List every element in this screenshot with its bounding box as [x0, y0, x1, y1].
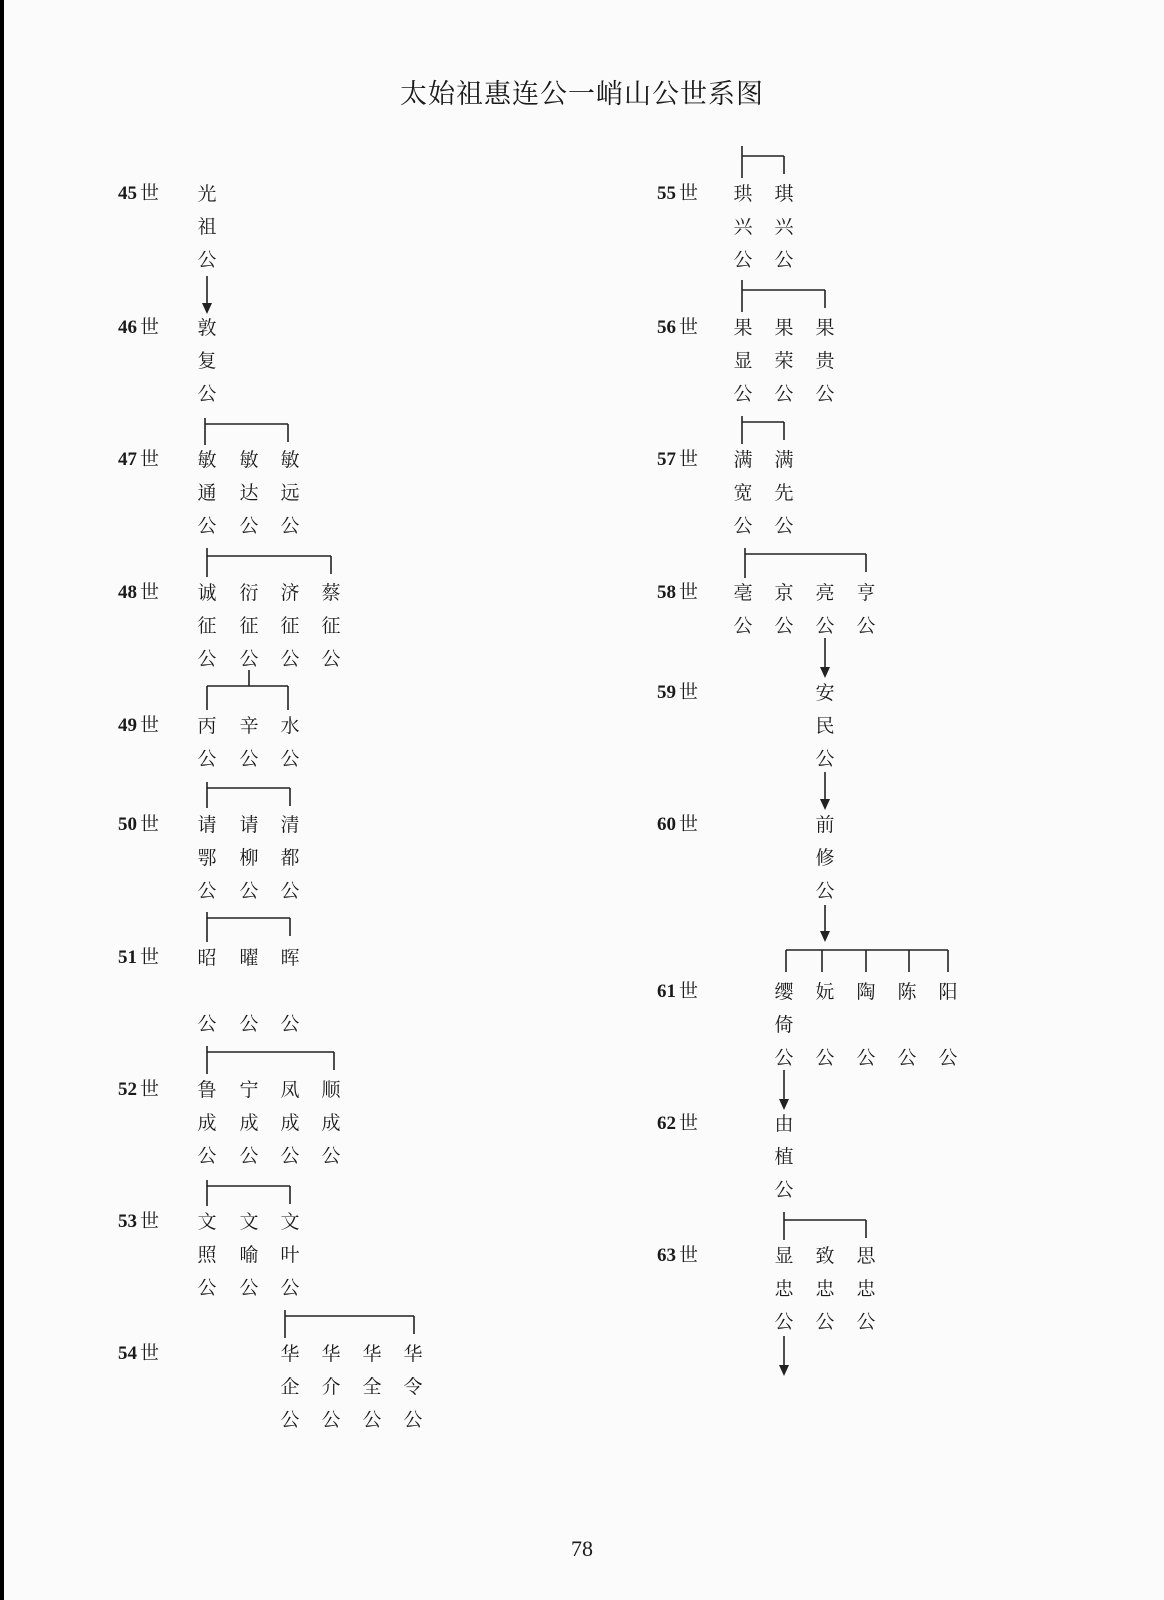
- generation-label-48: [118, 583, 159, 602]
- name-char: 公: [321, 1409, 341, 1431]
- generation-word: 世: [140, 448, 160, 470]
- name-char: 公: [197, 515, 217, 537]
- generation-number: 47: [118, 449, 137, 470]
- generation-label-58: [657, 583, 698, 602]
- generation-word: 世: [679, 681, 699, 703]
- generation-label-45: [118, 184, 159, 203]
- name-char: 文: [197, 1211, 217, 1233]
- name-char: 公: [239, 748, 259, 770]
- generation-word: 世: [679, 448, 699, 470]
- name-char: 公: [856, 615, 876, 637]
- name-char: 民: [815, 715, 835, 737]
- name-char: 诚: [197, 582, 217, 604]
- generation-word: 世: [679, 980, 699, 1002]
- name-char: 昭: [197, 947, 217, 969]
- name-char: 华: [362, 1343, 382, 1365]
- arrow-head: [820, 931, 830, 942]
- name-char: 文: [280, 1211, 300, 1233]
- arrow-head: [779, 1365, 789, 1376]
- name-char: 通: [197, 482, 217, 504]
- name-char: 征: [321, 615, 341, 637]
- name-char: 公: [197, 648, 217, 670]
- generation-number: 52: [118, 1079, 137, 1100]
- name-char: 征: [239, 615, 259, 637]
- generation-number: 50: [118, 814, 137, 835]
- name-char: 果: [815, 317, 835, 339]
- generation-label-60: [657, 815, 698, 834]
- generation-number: 55: [657, 183, 676, 204]
- name-char: 公: [280, 1409, 300, 1431]
- name-char: 公: [239, 1013, 259, 1035]
- generation-word: 世: [140, 714, 160, 736]
- generation-number: 48: [118, 582, 137, 603]
- name-char: 都: [280, 847, 300, 869]
- name-char: 公: [280, 880, 300, 902]
- name-char: 成: [197, 1112, 217, 1134]
- name-char: 公: [239, 1145, 259, 1167]
- name-char: 晖: [280, 947, 300, 969]
- name-char: 济: [280, 582, 300, 604]
- generation-label-62: [657, 1114, 698, 1133]
- name-char: 公: [733, 515, 753, 537]
- generation-word: 世: [140, 813, 160, 835]
- name-char: 公: [197, 249, 217, 271]
- generation-number: 51: [118, 947, 137, 968]
- name-char: 公: [403, 1409, 423, 1431]
- name-char: 令: [403, 1376, 423, 1398]
- name-char: 公: [197, 1277, 217, 1299]
- name-char: 公: [774, 515, 794, 537]
- name-char: 全: [362, 1376, 382, 1398]
- name-char: 公: [856, 1047, 876, 1069]
- name-char: 公: [815, 615, 835, 637]
- generation-label-61: [657, 982, 698, 1001]
- name-char: 公: [815, 1311, 835, 1333]
- name-char: 缨: [774, 981, 794, 1003]
- name-char: 宁: [239, 1079, 259, 1101]
- name-char: 先: [774, 482, 794, 504]
- name-char: 公: [733, 249, 753, 271]
- name-char: 华: [321, 1343, 341, 1365]
- name-char: 公: [239, 515, 259, 537]
- generation-label-50: [118, 815, 159, 834]
- name-char: 京: [774, 582, 794, 604]
- name-char: 复: [197, 350, 217, 372]
- generation-number: 49: [118, 715, 137, 736]
- generation-number: 62: [657, 1113, 676, 1134]
- name-char: 公: [197, 383, 217, 405]
- name-char: 公: [774, 383, 794, 405]
- name-char: 请: [197, 814, 217, 836]
- generation-number: 58: [657, 582, 676, 603]
- name-char: 阳: [938, 981, 958, 1003]
- name-char: 亨: [856, 582, 876, 604]
- name-char: 公: [280, 1145, 300, 1167]
- name-char: 忠: [856, 1278, 876, 1300]
- name-char: 公: [197, 748, 217, 770]
- name-char: 敏: [239, 449, 259, 471]
- name-char: 前: [815, 814, 835, 836]
- generation-word: 世: [140, 1078, 160, 1100]
- name-char: 妧: [815, 981, 835, 1003]
- generation-word: 世: [140, 182, 160, 204]
- generation-label-53: [118, 1212, 159, 1231]
- generation-number: 61: [657, 981, 676, 1002]
- name-char: 公: [815, 1047, 835, 1069]
- generation-word: 世: [679, 1112, 699, 1134]
- name-char: 凤: [280, 1079, 300, 1101]
- name-char: 成: [239, 1112, 259, 1134]
- generation-label-46: [118, 318, 159, 337]
- name-char: 鲁: [197, 1079, 217, 1101]
- name-char: 公: [733, 383, 753, 405]
- generation-word: 世: [140, 316, 160, 338]
- generation-label-55: [657, 184, 698, 203]
- name-char: 公: [280, 1277, 300, 1299]
- name-char: 公: [774, 1311, 794, 1333]
- name-char: 贵: [815, 350, 835, 372]
- name-char: 公: [280, 1013, 300, 1035]
- name-char: 喻: [239, 1244, 259, 1266]
- name-char: 成: [321, 1112, 341, 1134]
- generation-label-56: [657, 318, 698, 337]
- name-char: 光: [197, 183, 217, 205]
- name-char: 公: [856, 1311, 876, 1333]
- name-char: 公: [239, 648, 259, 670]
- name-char: 清: [280, 814, 300, 836]
- name-char: 公: [774, 1047, 794, 1069]
- name-char: 亳: [733, 582, 753, 604]
- name-char: 由: [774, 1113, 794, 1135]
- generation-number: 59: [657, 682, 676, 703]
- generation-label-57: [657, 450, 698, 469]
- name-char: 衍: [239, 582, 259, 604]
- name-char: 顺: [321, 1079, 341, 1101]
- name-char: 公: [197, 1013, 217, 1035]
- name-char: 倚: [774, 1014, 794, 1036]
- generation-label-47: [118, 450, 159, 469]
- name-char: 华: [403, 1343, 423, 1365]
- name-char: 陶: [856, 981, 876, 1003]
- page-title: 太始祖惠连公一峭山公世系图: [400, 79, 764, 110]
- page-number: 78: [571, 1536, 593, 1561]
- generation-number: 46: [118, 317, 137, 338]
- name-char: 曜: [239, 947, 259, 969]
- name-char: 叶: [280, 1244, 300, 1266]
- name-char: 介: [321, 1376, 341, 1398]
- generation-word: 世: [679, 581, 699, 603]
- name-char: 公: [280, 648, 300, 670]
- name-char: 辛: [239, 715, 259, 737]
- name-char: 公: [197, 880, 217, 902]
- generation-word: 世: [140, 581, 160, 603]
- generation-word: 世: [140, 1210, 160, 1232]
- name-char: 公: [197, 1145, 217, 1167]
- generation-label-63: [657, 1246, 698, 1265]
- generation-label-59: [657, 683, 698, 702]
- name-char: 企: [280, 1376, 300, 1398]
- name-char: 兴: [733, 216, 753, 238]
- name-char: 华: [280, 1343, 300, 1365]
- generation-word: 世: [679, 813, 699, 835]
- generation-number: 63: [657, 1245, 676, 1266]
- name-char: 公: [815, 880, 835, 902]
- name-char: 公: [362, 1409, 382, 1431]
- name-char: 柳: [239, 847, 259, 869]
- name-char: 丙: [197, 715, 217, 737]
- name-char: 致: [815, 1245, 835, 1267]
- generation-label-51: [118, 948, 159, 967]
- name-char: 祖: [197, 216, 217, 238]
- name-char: 果: [733, 317, 753, 339]
- name-char: 公: [774, 249, 794, 271]
- name-char: 公: [774, 615, 794, 637]
- name-char: 忠: [815, 1278, 835, 1300]
- name-char: 公: [239, 1277, 259, 1299]
- name-char: 果: [774, 317, 794, 339]
- name-char: 公: [321, 1145, 341, 1167]
- name-char: 思: [856, 1245, 876, 1267]
- name-char: 敦: [197, 317, 217, 339]
- name-char: 达: [239, 482, 259, 504]
- name-char: 公: [774, 1179, 794, 1201]
- generation-number: 60: [657, 814, 676, 835]
- name-char: 敏: [197, 449, 217, 471]
- generation-label-54: [118, 1344, 159, 1363]
- name-char: 公: [280, 748, 300, 770]
- name-char: 安: [815, 682, 835, 704]
- name-char: 满: [774, 449, 794, 471]
- generation-word: 世: [679, 1244, 699, 1266]
- name-char: 修: [815, 847, 835, 869]
- name-char: 公: [733, 615, 753, 637]
- name-char: 荣: [774, 350, 794, 372]
- name-char: 植: [774, 1146, 794, 1168]
- name-char: 兴: [774, 216, 794, 238]
- generation-number: 56: [657, 317, 676, 338]
- name-char: 公: [815, 383, 835, 405]
- name-char: 水: [280, 715, 300, 737]
- generation-number: 54: [118, 1343, 137, 1364]
- name-char: 远: [280, 482, 300, 504]
- name-char: 忠: [774, 1278, 794, 1300]
- name-char: 宽: [733, 482, 753, 504]
- name-char: 满: [733, 449, 753, 471]
- generation-number: 53: [118, 1211, 137, 1232]
- generation-label-52: [118, 1080, 159, 1099]
- name-char: 珙: [733, 183, 753, 205]
- name-char: 显: [733, 350, 753, 372]
- name-char: 公: [815, 748, 835, 770]
- name-char: 征: [280, 615, 300, 637]
- generation-word: 世: [140, 946, 160, 968]
- generation-word: 世: [140, 1342, 160, 1364]
- name-char: 照: [197, 1244, 217, 1266]
- name-char: 征: [197, 615, 217, 637]
- name-char: 请: [239, 814, 259, 836]
- name-char: 文: [239, 1211, 259, 1233]
- name-char: 成: [280, 1112, 300, 1134]
- name-char: 鄂: [197, 847, 217, 869]
- generation-number: 45: [118, 183, 137, 204]
- name-char: 公: [897, 1047, 917, 1069]
- name-char: 陈: [897, 981, 917, 1003]
- name-char: 公: [239, 880, 259, 902]
- name-char: 琪: [774, 183, 794, 205]
- name-char: 显: [774, 1245, 794, 1267]
- name-char: 公: [321, 648, 341, 670]
- name-char: 敏: [280, 449, 300, 471]
- name-char: 公: [938, 1047, 958, 1069]
- name-char: 公: [280, 515, 300, 537]
- generation-word: 世: [679, 316, 699, 338]
- generation-number: 57: [657, 449, 676, 470]
- name-char: 亮: [815, 582, 835, 604]
- generation-word: 世: [679, 182, 699, 204]
- generation-label-49: [118, 716, 159, 735]
- name-char: 蔡: [321, 582, 341, 604]
